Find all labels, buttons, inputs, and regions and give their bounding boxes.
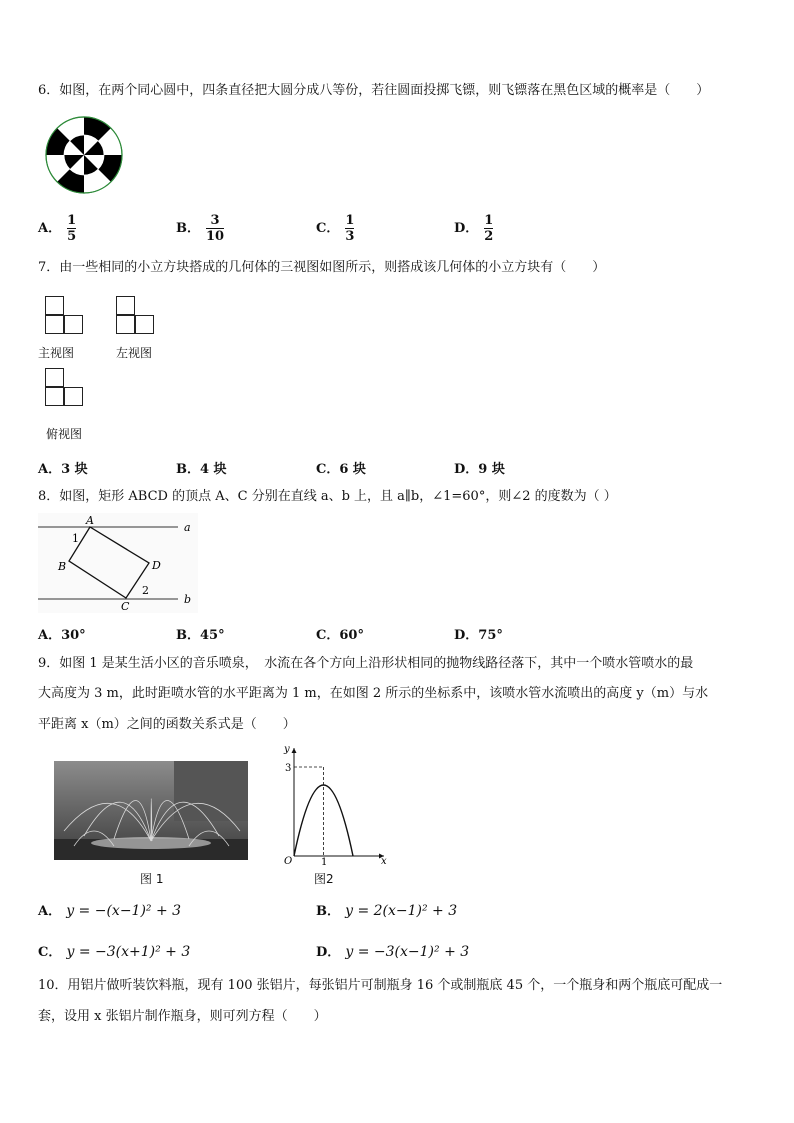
q6-option-b[interactable]: B． $\frac{3}{10}$ — [176, 213, 225, 244]
q10-stem-line2: 套，设用 x 张铝片制作瓶身，则可列方程（ ） — [38, 1009, 327, 1024]
q9-graph-tick-3: 3 — [285, 763, 292, 774]
q7-top-view — [45, 368, 85, 408]
q9-option-b[interactable]: B． y = 2(x−1)² + 3 — [316, 903, 458, 919]
q9-stem-line2: 大高度为 3 m，此时距喷水管的水平距离为 1 m，在如图 2 所示的坐标系中，该喷水管水流喷出的高度 y（m）与水 — [38, 686, 709, 701]
q9-parabola-graph — [276, 744, 388, 866]
q8-rectangle-figure — [38, 513, 198, 613]
q7-left-view — [116, 296, 156, 336]
q8-label-c: C — [121, 600, 130, 613]
q8-option-b[interactable]: B．45° — [176, 628, 225, 643]
q7-stem: 7．由一些相同的小立方块搭成的几何体的三视图如图所示，则搭成该几何体的小立方块有（ ） — [38, 260, 606, 275]
q8-option-c[interactable]: C．60° — [316, 628, 364, 643]
q8-option-d[interactable]: D．75° — [454, 628, 503, 643]
q8-line-a: a — [184, 521, 191, 534]
q7-top-view-label: 俯视图 — [46, 427, 83, 441]
q6-stem: 6．如图，在两个同心圆中，四条直径把大圆分成八等份，若往圆面投掷飞镖，则飞镖落在黑色区域的概率是（ ） — [38, 83, 710, 98]
q7-front-view — [45, 296, 85, 336]
q7-option-a[interactable]: A．3 块 — [38, 462, 88, 477]
q7-front-view-label: 主视图 — [38, 346, 75, 360]
q6-option-c[interactable]: C． $\frac{1}{3}$ — [316, 213, 355, 244]
q9-fountain-photo — [54, 761, 248, 860]
q9-graph-origin: O — [284, 856, 293, 866]
q6-option-a[interactable]: A． $\frac{1}{5}$ — [38, 213, 77, 244]
q9-stem-line3: 平距离 x（m）之间的函数关系式是（ ） — [38, 717, 296, 732]
q8-label-d: D — [152, 559, 161, 572]
q10-stem-line1: 10．用铝片做听装饮料瓶，现有 100 张铝片，每张铝片可制瓶身 16 个或制瓶底 45 个，一个瓶身和两个瓶底可配成一 — [38, 978, 723, 993]
q8-stem: 8．如图，矩形 ABCD 的顶点 A、C 分别在直线 a、b 上，且 a∥b，∠1=60°，则∠2 的度数为（ ） — [38, 489, 617, 504]
q8-label-b: B — [58, 560, 67, 573]
q8-option-a[interactable]: A．30° — [38, 628, 86, 643]
q9-fig2-caption: 图2 — [314, 872, 334, 886]
q9-option-a[interactable]: A． y = −(x−1)² + 3 — [38, 903, 182, 919]
q9-option-c[interactable]: C． y = −3(x+1)² + 3 — [38, 944, 191, 960]
q9-graph-y-label: y — [284, 744, 290, 755]
q9-graph-tick-1: 1 — [321, 857, 328, 866]
q6-dartboard-figure — [38, 115, 130, 195]
q9-fig1-caption: 图 1 — [140, 872, 164, 886]
q6-option-d[interactable]: D． $\frac{1}{2}$ — [454, 213, 494, 244]
q9-stem-line1: 9．如图 1 是某生活小区的音乐喷泉， 水流在各个方向上沿形状相同的抛物线路径落下，其中一个喷水管喷水的最 — [38, 656, 694, 671]
q7-option-d[interactable]: D．9 块 — [454, 462, 505, 477]
q7-option-c[interactable]: C．6 块 — [316, 462, 366, 477]
q9-graph-x-label: x — [381, 856, 387, 866]
q7-left-view-label: 左视图 — [116, 346, 153, 360]
q8-angle-2: 2 — [142, 584, 149, 597]
q7-option-b[interactable]: B．4 块 — [176, 462, 227, 477]
q8-line-b: b — [184, 593, 192, 606]
q8-label-a: A — [86, 514, 94, 527]
q8-angle-1: 1 — [72, 532, 79, 545]
q9-option-d[interactable]: D． y = −3(x−1)² + 3 — [316, 944, 470, 960]
